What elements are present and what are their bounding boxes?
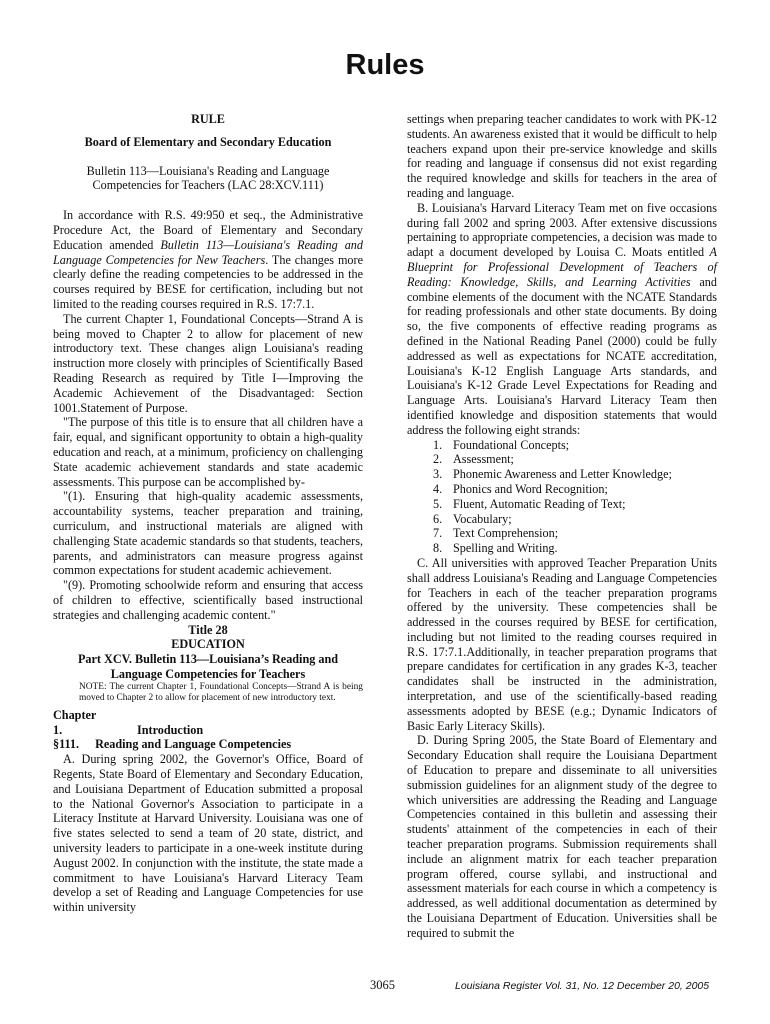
list-item-text: Spelling and Writing. — [453, 541, 558, 556]
chapter-number: Chapter 1. — [53, 707, 97, 737]
list-item-text: Text Comprehension; — [453, 526, 559, 541]
blueprint-title-italic: A Blueprint for Professional Development of Teachers of Reading: Knowledge, Skills, and Learning Activities — [407, 245, 717, 289]
section-title: Reading and Language Competencies — [95, 737, 292, 752]
page-title: Rules — [345, 49, 425, 81]
bulletin-heading — [53, 164, 363, 194]
list-item-number: 6. — [433, 511, 443, 526]
part-heading-line-1: Part XCV. Bulletin 113—Louisiana’s Reading and — [77, 652, 339, 667]
section-heading — [53, 737, 363, 752]
part-heading — [53, 652, 363, 682]
bulletin-title-italic: Bulletin 113—Louisiana's Reading and Language Competencies for New Teachers — [53, 237, 363, 267]
list-item-number: 4. — [433, 481, 443, 496]
paragraph-b-text-b: and combine elements of the document with the NCATE Standards for reading professionals and other state documents. By doing so, the five components of effective reading programs as defined in the National Reading Panel (2000) could be fully addressed as well as expectations for NCATE accreditation, Louisiana's K-12 English Language Arts standards, and Louisiana's K-12 Grade Level Expectations for Reading and Language Arts. Louisiana's Harvard Literacy Team then identified knowledge and disposition statements that would address the following eight strands: — [407, 274, 717, 437]
strands-list — [407, 438, 717, 556]
chapter-title: Introduction — [137, 722, 204, 737]
list-item-text: Phonemic Awareness and Letter Knowledge; — [453, 467, 672, 482]
paragraph-c: C. All universities with approved Teacher Preparation Units shall address Louisiana's Reading and Language Competencies for Teachers in each of the teacher preparation programs offered by the university. These competencies shall be addressed in the courses required by BESE for certification, including but not limited to the reading courses required in R.S. 17:7.1.Additionally, in teacher preparation programs that prepare candidates for certification in any grades K-3, teacher candidates shall be instructed in the administration, interpretation, and use of the scientifically-based reading assessments adopted by BESE (e.g.; Dynamic Indicators of Basic Early Literacy Skills). — [407, 555, 717, 733]
note-text: NOTE: The current Chapter 1, Foundational Concepts—Strand A is being moved to Chapter 2 to allow for placement of new introductory text. — [79, 681, 363, 704]
list-item — [433, 541, 717, 556]
list-item — [433, 497, 717, 512]
part-heading-line-2: Language Competencies for Teachers — [110, 666, 306, 681]
chapter-heading — [53, 708, 363, 738]
title-28-heading: Title 28 — [188, 622, 228, 637]
continued-paragraph: settings when preparing teacher candidates to work with PK-12 students. An awareness existed that it would be difficult to help teachers expand upon their pre-service knowledge and skills for reading and language if consensus did not exist regarding the required knowledge and skills for teachers in the area of reading and language. — [407, 112, 717, 200]
list-item-text: Assessment; — [453, 452, 514, 467]
bulletin-line-1: Bulletin 113—Louisiana's Reading and Language — [86, 163, 330, 178]
left-column — [53, 112, 363, 915]
intro-text-b: . The changes more clearly define the reading competencies to be addressed in the courses required by BESE for certification, including but not limited to the reading courses required in R.S. 17:7.1. — [53, 252, 363, 311]
list-item — [433, 438, 717, 453]
purpose-quote-paragraph: "The purpose of this title is to ensure that all children have a fair, equal, and significant opportunity to obtain a high-quality education and reach, at a minimum, proficiency on challenging State academic achievement standards and state academic assessments. This purpose can be accomplished by- — [53, 415, 363, 489]
list-item-text: Phonics and Word Recognition; — [453, 481, 608, 496]
quote-item-1: "(1). Ensuring that high-quality academic assessments, accountability systems, teacher preparation and training, curriculum, and instructional materials are aligned with challenging State academic standards so that students, teachers, parents, and administrators can measure progress against common expectations for student academic achievement. — [53, 489, 363, 578]
page-number: 3065 — [370, 978, 395, 992]
list-item-text: Fluent, Automatic Reading of Text; — [453, 496, 626, 511]
board-heading: Board of Elementary and Secondary Education — [84, 134, 332, 149]
list-item-text: Vocabulary; — [453, 511, 512, 526]
list-item — [433, 526, 717, 541]
paragraph-d: D. During Spring 2005, the State Board of Elementary and Secondary Education shall require the Louisiana Department of Education to prepare and disseminate to all universities submission guidelines for an alignment study of the degree to which universities are addressing the Reading and Language Competencies contained in this bulletin and assessing their students' attainment of the competencies in each of their teacher preparation programs. Submission requirements shall include an alignment matrix for each teacher preparation program offered, course syllabi, and instructional and assessment materials for each course in which a competency is addressed, as well additional documentation as determined by the Louisiana Department of Education. Universities shall be required to submit the — [407, 733, 717, 940]
intro-text-a: In accordance with R.S. 49:950 et seq., the Administrative Procedure Act, the Board of Elementary and Secondary Education amended — [53, 208, 363, 252]
list-item — [433, 452, 717, 467]
list-item-number: 2. — [433, 452, 443, 467]
chapter-move-paragraph: The current Chapter 1, Foundational Concepts—Strand A is being moved to Chapter 2 to allow for placement of new introductory text. These changes align Louisiana's reading instruction more closely with principles of Scientifically Based Reading Research as required by Title I—Improving the Academic Achievement of the Disadvantaged: Section 1001.Statement of Purpose. — [53, 311, 363, 415]
paragraph-a: A. During spring 2002, the Governor's Office, Board of Regents, State Board of Elementary and Secondary Education, and Louisiana Department of Education submitted a proposal to the National Governor's Association to participate in a Literacy Institute at Harvard University. Louisiana was one of five states selected to send a team of 20 state, district, and university leaders to participate in a one-week institute during August 2002. In conjunction with the institute, the state made a commitment to have Louisiana's Harvard Literacy Team develop a set of Reading and Language Competencies for use within university — [53, 752, 363, 915]
list-item-number: 5. — [433, 496, 443, 511]
right-column — [407, 112, 717, 941]
register-citation: Louisiana Register Vol. 31, No. 12 December 20, 2005 — [455, 980, 710, 992]
list-item-number: 3. — [433, 467, 443, 482]
list-item-number: 8. — [433, 541, 443, 556]
intro-paragraph — [53, 208, 363, 312]
list-item-text: Foundational Concepts; — [453, 437, 570, 452]
bulletin-line-2: Competencies for Teachers (LAC 28:XCV.111) — [92, 178, 324, 193]
paragraph-b-text-a: B. Louisiana's Harvard Literacy Team met on five occasions during fall 2002 and spring 2003. After extensive discussions pertaining to appropriate competencies, a decision was made to adapt a document developed by Louisa C. Moats entitled — [407, 200, 717, 260]
list-item — [433, 482, 717, 497]
education-heading: EDUCATION — [171, 637, 245, 652]
quote-item-9: "(9). Promoting schoolwide reform and ensuring that access of children to effective, scientifically based instructional strategies and challenging academic content." — [53, 578, 363, 622]
rule-heading: RULE — [191, 112, 225, 126]
list-item — [433, 512, 717, 527]
list-item-number: 1. — [433, 437, 443, 452]
list-item-number: 7. — [433, 526, 443, 541]
paragraph-b — [407, 201, 717, 438]
list-item — [433, 467, 717, 482]
section-number: §111. — [53, 737, 80, 752]
